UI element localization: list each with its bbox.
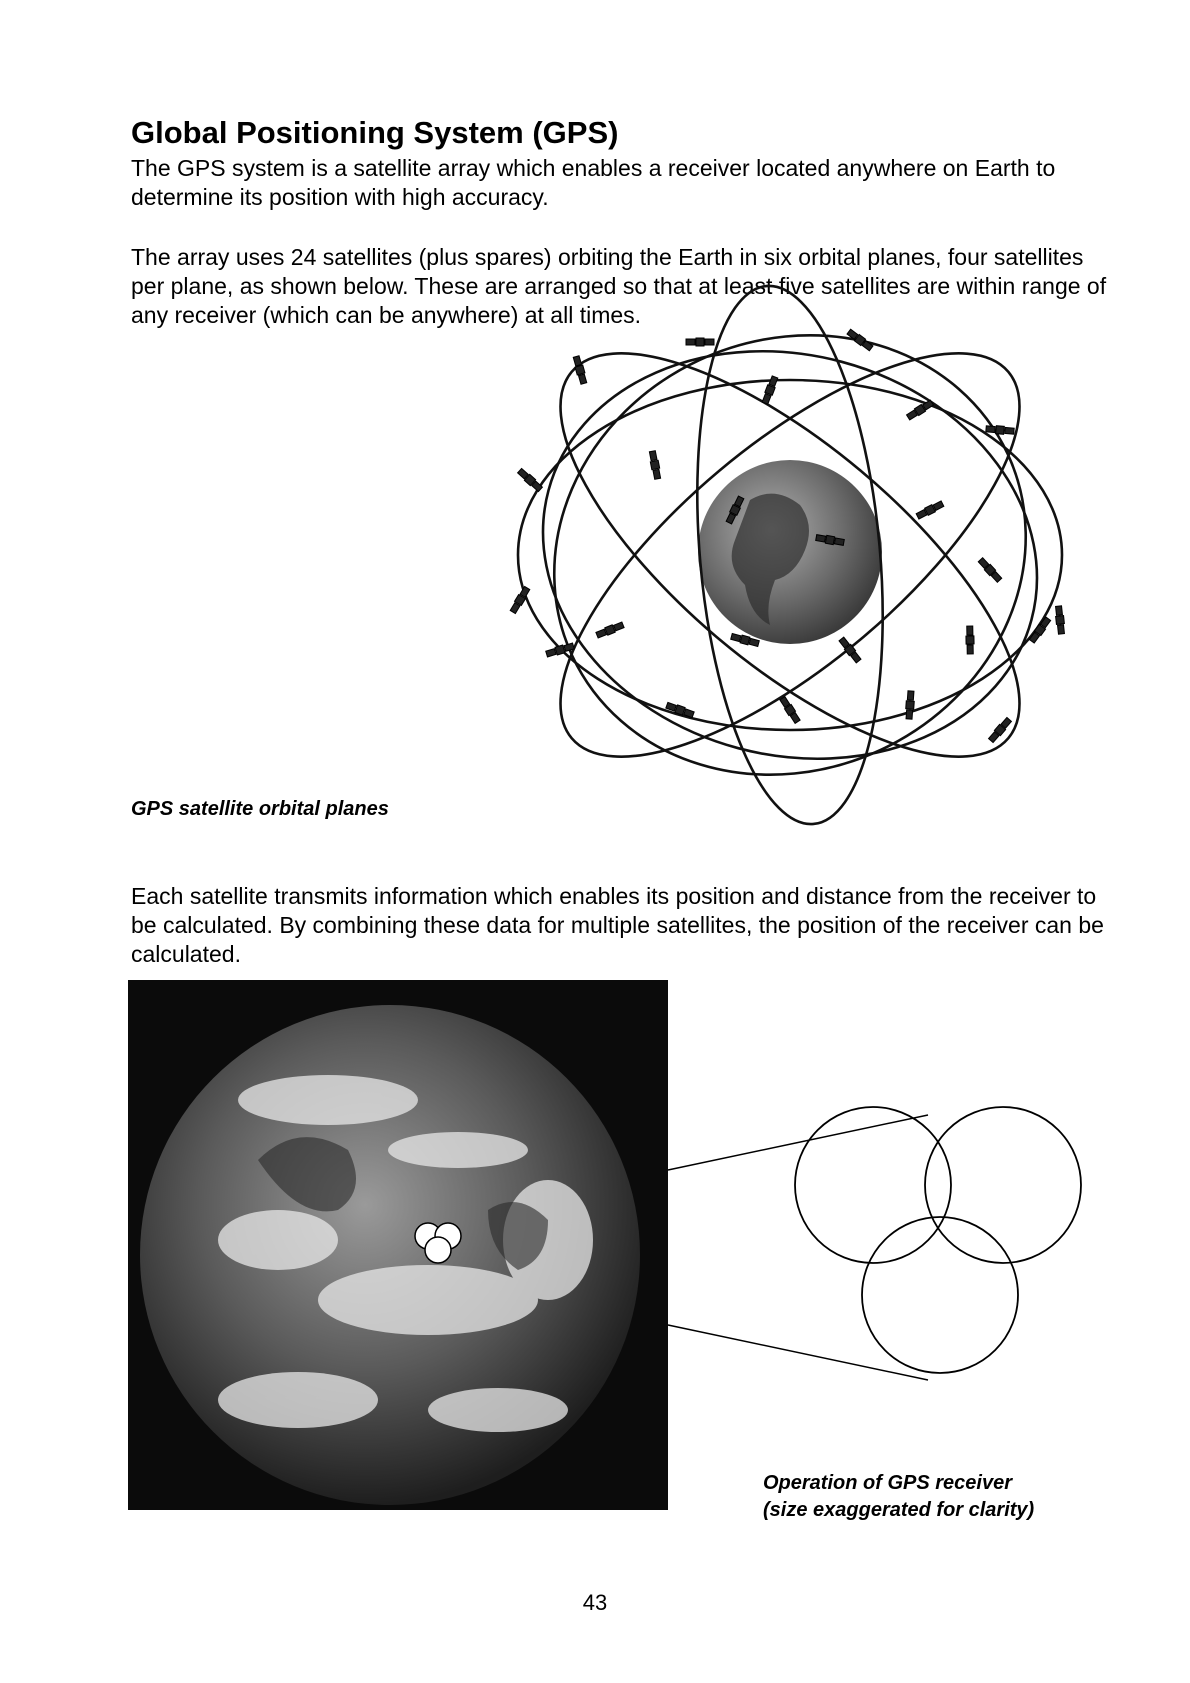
satellite-icon bbox=[966, 626, 974, 654]
page-title: Global Positioning System (GPS) bbox=[131, 115, 619, 150]
earth-photo-with-intersecting-circles bbox=[128, 980, 1088, 1510]
array-paragraph: The array uses 24 satellites (plus spares) orbiting the Earth in six orbital planes, four satellites per plane, as shown below. These are arranged so that at least five satellites are within range of any receiver (which can be anywhere) at all times. bbox=[131, 244, 1107, 328]
intersecting-circles bbox=[795, 1107, 1081, 1373]
satellite-icon bbox=[648, 450, 661, 479]
receiver-paragraph: Each satellite transmits information which enables its position and distance from the receiver to be calculated. By combining these data for multiple satellites, the position of the receiver can be calculated. bbox=[131, 883, 1104, 967]
intro-paragraph: The GPS system is a satellite array which enables a receiver located anywhere on Earth to determine its position with high accuracy. bbox=[131, 155, 1056, 210]
satellite-icon bbox=[978, 557, 1003, 583]
satellite-icon bbox=[517, 468, 543, 493]
satellite-icon bbox=[986, 425, 1015, 435]
satellite-orbits-diagram bbox=[500, 330, 1100, 850]
satellite-icon bbox=[846, 328, 873, 351]
satellite-icon bbox=[686, 338, 714, 346]
receiver-caption-line-2: (size exaggerated for clarity) bbox=[763, 1499, 1035, 1521]
satellite-icon bbox=[905, 691, 915, 719]
satellite-icon bbox=[916, 500, 945, 520]
satellite-icon bbox=[1055, 606, 1066, 635]
satellite-icon bbox=[596, 621, 625, 639]
orbits-caption: GPS satellite orbital planes bbox=[131, 798, 389, 820]
callout-line-bottom bbox=[668, 1325, 928, 1380]
receiver-caption-line-1: Operation of GPS receiver bbox=[763, 1472, 1012, 1494]
page-number: 43 bbox=[582, 1590, 608, 1615]
satellite-icon bbox=[779, 696, 801, 724]
receiver-caption bbox=[763, 1470, 1034, 1524]
